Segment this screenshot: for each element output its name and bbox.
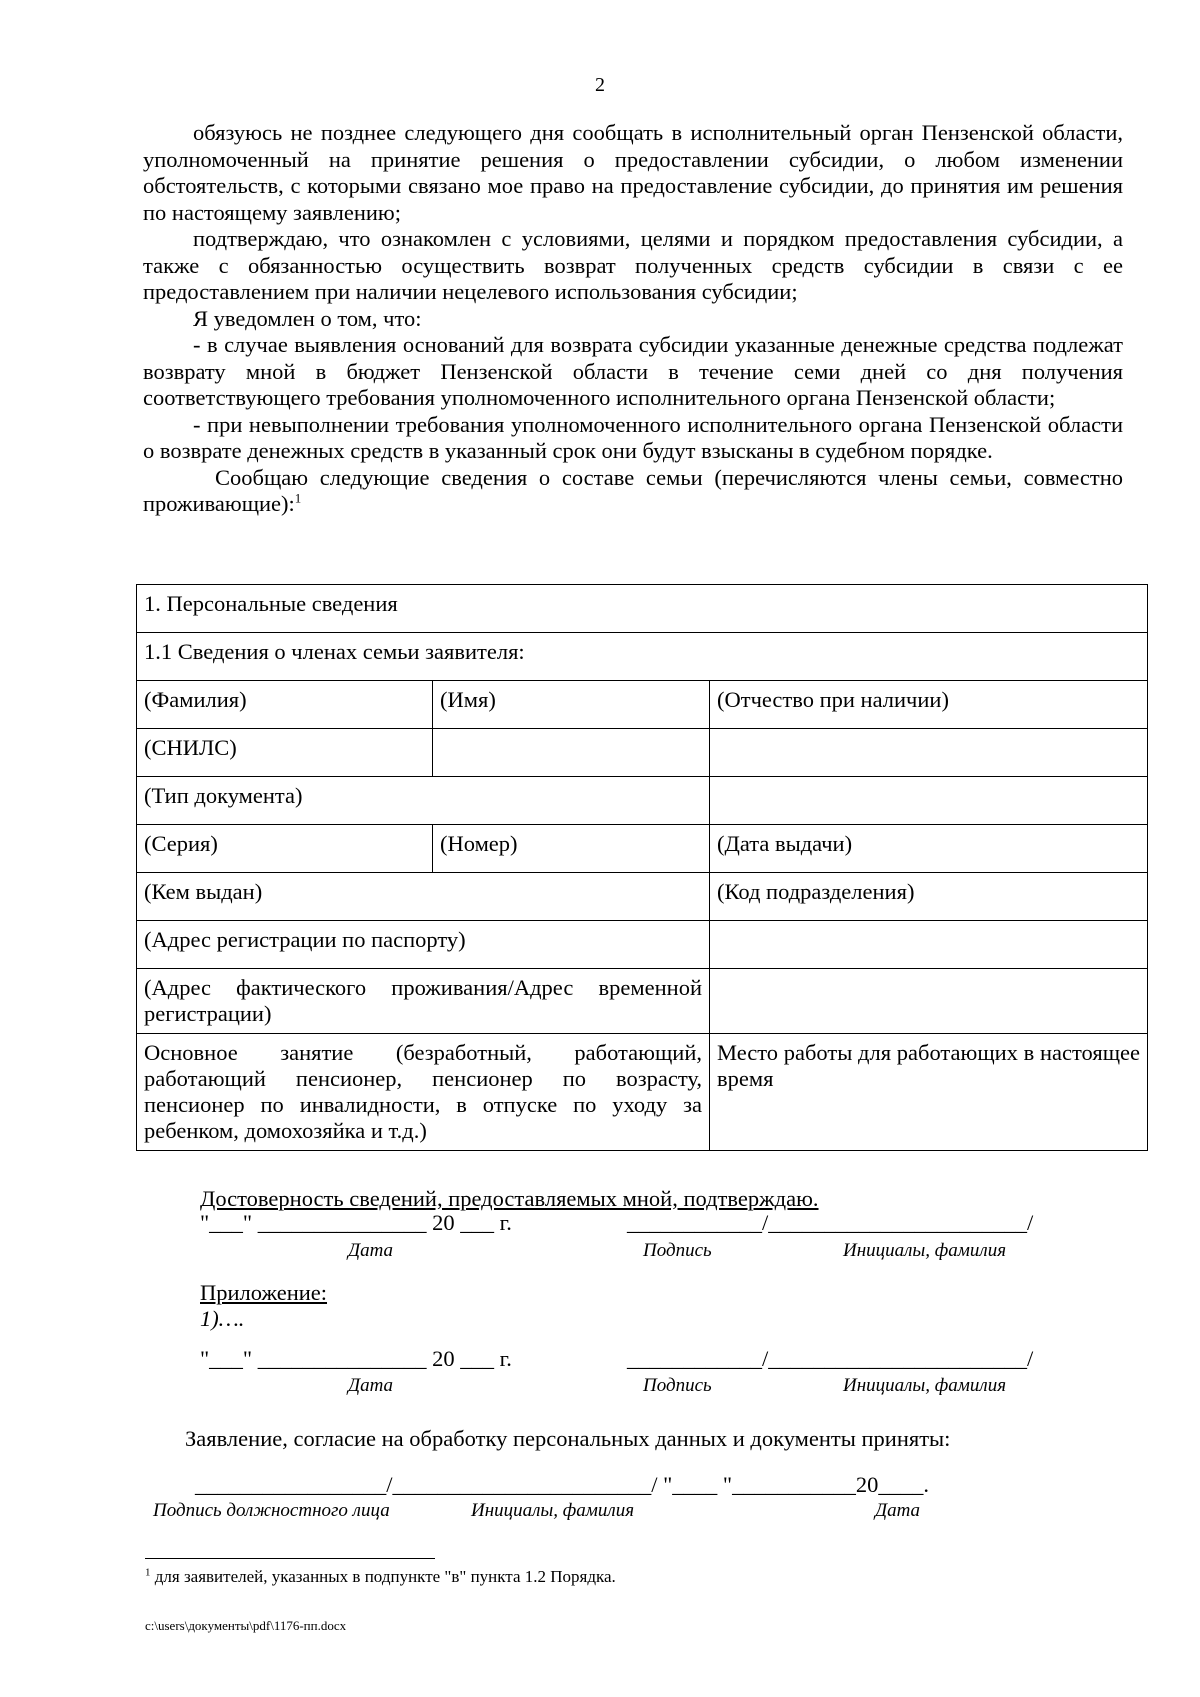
date-caption-1: Дата [348,1240,394,1261]
attachment-item: 1)…. [200,1306,245,1331]
family-info-text: Сообщаю следующие сведения о составе семьи (перечисляются члены семьи, совместно проживающие): [143,464,1123,516]
subsection-title: 1.1 Сведения о членах семьи заявителя: [137,633,1148,681]
snils-cell[interactable]: (СНИЛС) [137,729,433,777]
actual-address-value-cell[interactable] [710,969,1148,1034]
signature-caption-1: Подпись [643,1240,712,1261]
signature-line-2: ____________/_______________________/ [627,1346,1034,1371]
paragraph-return-obligation: - в случае выявления оснований для возврата субсидии указанные денежные средства подлежат возврату мной в бюджет Пензенской области в течение семи дней со дня получения соответствующего требования уполномоченного исполнительного органа Пензенской области; [143,332,1123,410]
issued-by-cell[interactable]: (Кем выдан) [137,873,710,921]
footnote [145,1567,616,1587]
paragraph-obligation: обязуюсь не позднее следующего дня сообщать в исполнительный орган Пензенской области, уполномоченный на принятие решения о предоставлении субсидии, о любом изменении обстоятельств, с которыми связано мое право на предоставление субсидии, до принятия им решения по настоящему заявлению; [143,120,1123,225]
paragraph-court-recovery: - при невыполнении требования уполномоченного исполнительного органа Пензенской области о возврате денежных средств в указанный срок они будут взысканы в судебном порядке. [143,411,1123,463]
date-line-2: "___" _______________ 20 ___ г. [200,1346,512,1371]
dept-code-cell[interactable]: (Код подразделения) [710,873,1148,921]
paragraph-family-info [143,465,1123,518]
official-date-caption: Дата [875,1500,921,1521]
occupation-cell[interactable]: Основное занятие (безработный, работающий, работающий пенсионер, пенсионер по возрасту, пенсионер по инвалидности, в отпуске по уходу за ребенком, домохозяйка и т.д.) [137,1034,710,1151]
actual-address-cell[interactable]: (Адрес фактического проживания/Адрес временной регистрации) [137,969,710,1034]
issue-date-cell[interactable]: (Дата выдачи) [710,825,1148,873]
doc-type-value-cell[interactable] [710,777,1148,825]
official-signature-line: _________________/_______________________/ "____ "___________20____. [195,1472,929,1497]
footnote-number: 1 [145,1566,151,1579]
paragraph-acknowledge: подтверждаю, что ознакомлен с условиями, целями и порядком предоставления субсидии, а также с обязанностью осуществить возврат полученных средств субсидии в связи с ее предоставлением при наличии нецелевого использования субсидии; [143,226,1123,304]
initials-caption-2: Инициалы, фамилия [843,1375,1007,1396]
paragraph-notified: Я уведомлен о том, что: [193,305,422,331]
signature-caption-2: Подпись [643,1375,712,1396]
snils-value-cell[interactable] [433,729,710,777]
doc-type-cell[interactable]: (Тип документа) [137,777,710,825]
footnote-text: для заявителей, указанных в подпункте "в" пункта 1.2 Порядка. [150,1567,616,1586]
date-caption-2: Дата [348,1375,394,1396]
official-initials-caption: Инициалы, фамилия [471,1500,635,1521]
file-path: c:\users\документы\pdf\1176-пп.docx [145,1618,347,1633]
patronymic-cell[interactable]: (Отчество при наличии) [710,681,1148,729]
footnote-separator [145,1558,435,1559]
official-signature-caption: Подпись должностного лица [153,1500,390,1521]
date-line-1: "___" _______________ 20 ___ г. [200,1210,512,1235]
surname-cell[interactable]: (Фамилия) [137,681,433,729]
reg-address-value-cell[interactable] [710,921,1148,969]
series-cell[interactable]: (Серия) [137,825,433,873]
footnote-ref: 1 [294,490,302,506]
number-cell[interactable]: (Номер) [433,825,710,873]
snils-extra-cell[interactable] [710,729,1148,777]
personal-data-table [136,584,1148,1151]
page-number: 2 [595,74,605,96]
reg-address-cell[interactable]: (Адрес регистрации по паспорту) [137,921,710,969]
signature-line-1: ____________/_______________________/ [627,1210,1034,1235]
initials-caption-1: Инициалы, фамилия [843,1240,1007,1261]
body-text [143,120,1123,518]
confirmation-statement: Достоверность сведений, предоставляемых мной, подтверждаю. [200,1186,819,1211]
acceptance-statement: Заявление, согласие на обработку персональных данных и документы приняты: [185,1426,951,1451]
attachment-label: Приложение: [200,1280,328,1305]
name-cell[interactable]: (Имя) [433,681,710,729]
workplace-cell[interactable]: Место работы для работающих в настоящее время [710,1034,1148,1151]
section-title: 1. Персональные сведения [137,585,1148,633]
